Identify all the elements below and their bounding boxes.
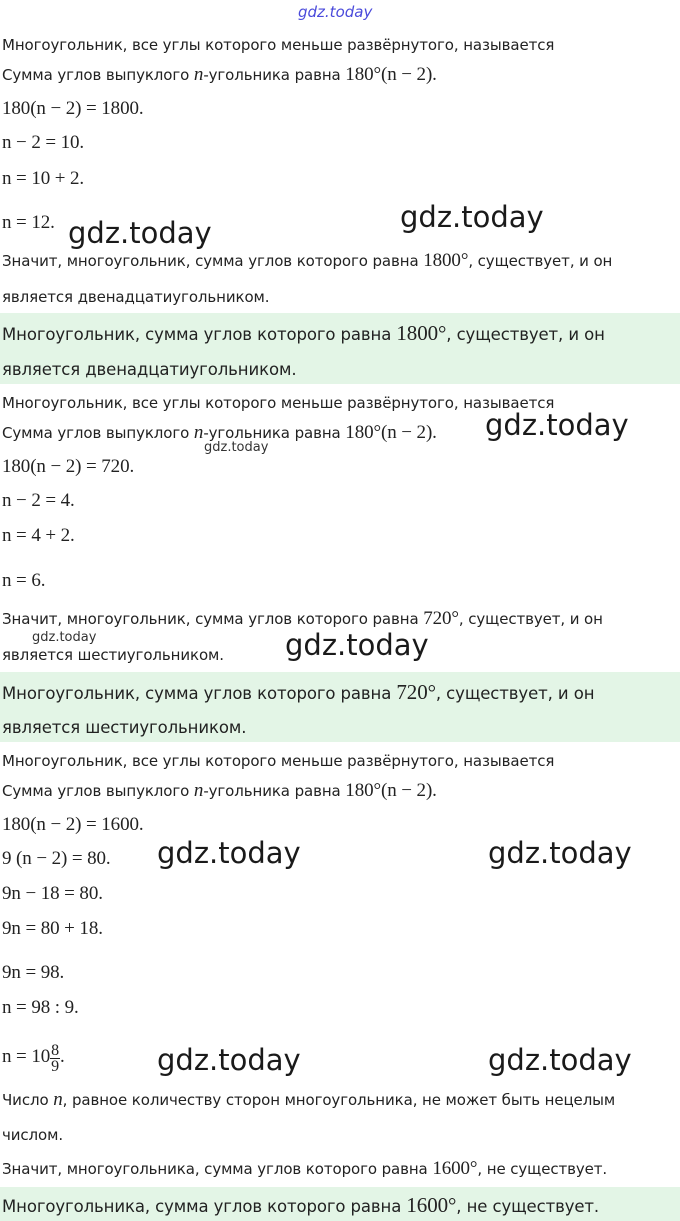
block1-intro: Многоугольник, все углы которого меньше развёрнутого, называется	[2, 36, 555, 54]
block3-equation-4: 9n = 80 + 18.	[2, 918, 103, 939]
block1-conclusion-line2: является двенадцатиугольником.	[2, 288, 270, 306]
block2-conclusion	[2, 608, 603, 630]
sum-formula: 180°(n − 2).	[345, 780, 437, 801]
fraction	[50, 1043, 60, 1074]
answer-suffix: , существует, и он	[446, 325, 605, 344]
watermark: gdz.today	[488, 836, 632, 870]
block2-equation-1: 180(n − 2) = 720.	[2, 456, 135, 477]
answer-prefix: Многоугольник, сумма углов которого равна	[2, 684, 397, 703]
watermark: gdz.today	[157, 1043, 301, 1077]
conclusion-prefix: Значит, многоугольник, сумма углов которого равна	[2, 252, 424, 270]
block3-equation-5: 9n = 98.	[2, 962, 65, 983]
conclusion-prefix: Значит, многоугольник, сумма углов которого равна	[2, 610, 424, 628]
fraction-numerator: 8	[51, 1042, 60, 1059]
block1-answer-box	[0, 313, 680, 384]
sum-middle: -угольника равна	[203, 66, 346, 84]
watermark: gdz.today	[485, 408, 629, 442]
note-suffix: , равное количеству сторон многоугольника, не может быть нецелым	[62, 1091, 616, 1109]
block3-conclusion	[2, 1158, 607, 1180]
block3-sum-formula-line	[2, 780, 437, 802]
block3-answer-box	[0, 1187, 680, 1221]
answer-line1	[2, 680, 594, 705]
sum-prefix: Сумма углов выпуклого	[2, 66, 194, 84]
fraction-denominator: 9	[51, 1058, 60, 1075]
block1-sum-formula-line	[2, 64, 437, 86]
watermark: gdz.today	[68, 216, 212, 250]
watermark: gdz.today	[157, 836, 301, 870]
conclusion-suffix: , существует, и он	[468, 252, 613, 270]
block2-intro: Многоугольник, все углы которого меньше развёрнутого, называется	[2, 394, 555, 412]
block1-equation-2: n − 2 = 10.	[2, 132, 85, 153]
block2-conclusion-line2: является шестиугольником.	[2, 646, 224, 664]
block3-equation-2: 9 (n − 2) = 80.	[2, 848, 111, 869]
watermark: gdz.today	[285, 628, 429, 662]
mixed-number-whole: n = 10	[2, 1046, 51, 1067]
block3-intro: Многоугольник, все углы которого меньше развёрнутого, называется	[2, 752, 555, 770]
answer-line1	[2, 321, 605, 346]
variable-n: n	[193, 780, 204, 801]
answer-value: 1600°	[406, 1193, 457, 1217]
watermark: gdz.today	[488, 1043, 632, 1077]
block2-equation-4: n = 6.	[2, 570, 46, 591]
variable-n: n	[193, 64, 204, 85]
watermark: gdz.today	[400, 200, 544, 234]
block3-equation-7	[2, 1043, 65, 1074]
answer-value: 720°	[396, 680, 436, 704]
sum-middle: -угольника равна	[203, 782, 346, 800]
block1-equation-1: 180(n − 2) = 1800.	[2, 98, 144, 119]
block3-equation-6: n = 98 : 9.	[2, 997, 79, 1018]
answer-line2: является шестиугольником.	[2, 718, 247, 737]
answer-prefix: Многоугольник, сумма углов которого равна	[2, 325, 397, 344]
answer-suffix: , не существует.	[456, 1197, 600, 1216]
watermark: gdz.today	[204, 440, 269, 455]
sum-formula: 180°(n − 2).	[345, 422, 437, 443]
answer-suffix: , существует, и он	[435, 684, 595, 703]
conclusion-value: 720°	[423, 608, 459, 629]
header-watermark: gdz.today	[298, 3, 373, 21]
sum-middle: -угольника равна	[203, 424, 346, 442]
block2-equation-2: n − 2 = 4.	[2, 490, 75, 511]
conclusion-suffix: , существует, и он	[458, 610, 603, 628]
sum-prefix: Сумма углов выпуклого	[2, 424, 194, 442]
variable-n: n	[53, 1089, 63, 1110]
block2-answer-box	[0, 672, 680, 742]
watermark: gdz.today	[32, 630, 97, 645]
conclusion-value: 1600°	[432, 1158, 478, 1179]
block1-equation-4: n = 12.	[2, 212, 55, 233]
sum-prefix: Сумма углов выпуклого	[2, 782, 194, 800]
block1-conclusion	[2, 250, 612, 272]
answer-line2: является двенадцатиугольником.	[2, 360, 297, 379]
block3-equation-3: 9n − 18 = 80.	[2, 883, 103, 904]
answer-value: 1800°	[396, 321, 447, 345]
conclusion-suffix: , не существует.	[477, 1160, 608, 1178]
block3-note-line2: числом.	[2, 1126, 64, 1144]
sum-formula: 180°(n − 2).	[345, 64, 437, 85]
period: .	[60, 1046, 65, 1067]
block3-note	[2, 1089, 615, 1111]
block3-equation-1: 180(n − 2) = 1600.	[2, 814, 144, 835]
note-prefix: Число	[2, 1091, 54, 1109]
block2-equation-3: n = 4 + 2.	[2, 525, 75, 546]
conclusion-value: 1800°	[423, 250, 469, 271]
conclusion-prefix: Значит, многоугольника, сумма углов которого равна	[2, 1160, 433, 1178]
variable-n: n	[193, 422, 204, 443]
answer-prefix: Многоугольника, сумма углов которого равна	[2, 1197, 407, 1216]
answer-line1	[2, 1193, 599, 1218]
block1-equation-3: n = 10 + 2.	[2, 168, 85, 189]
